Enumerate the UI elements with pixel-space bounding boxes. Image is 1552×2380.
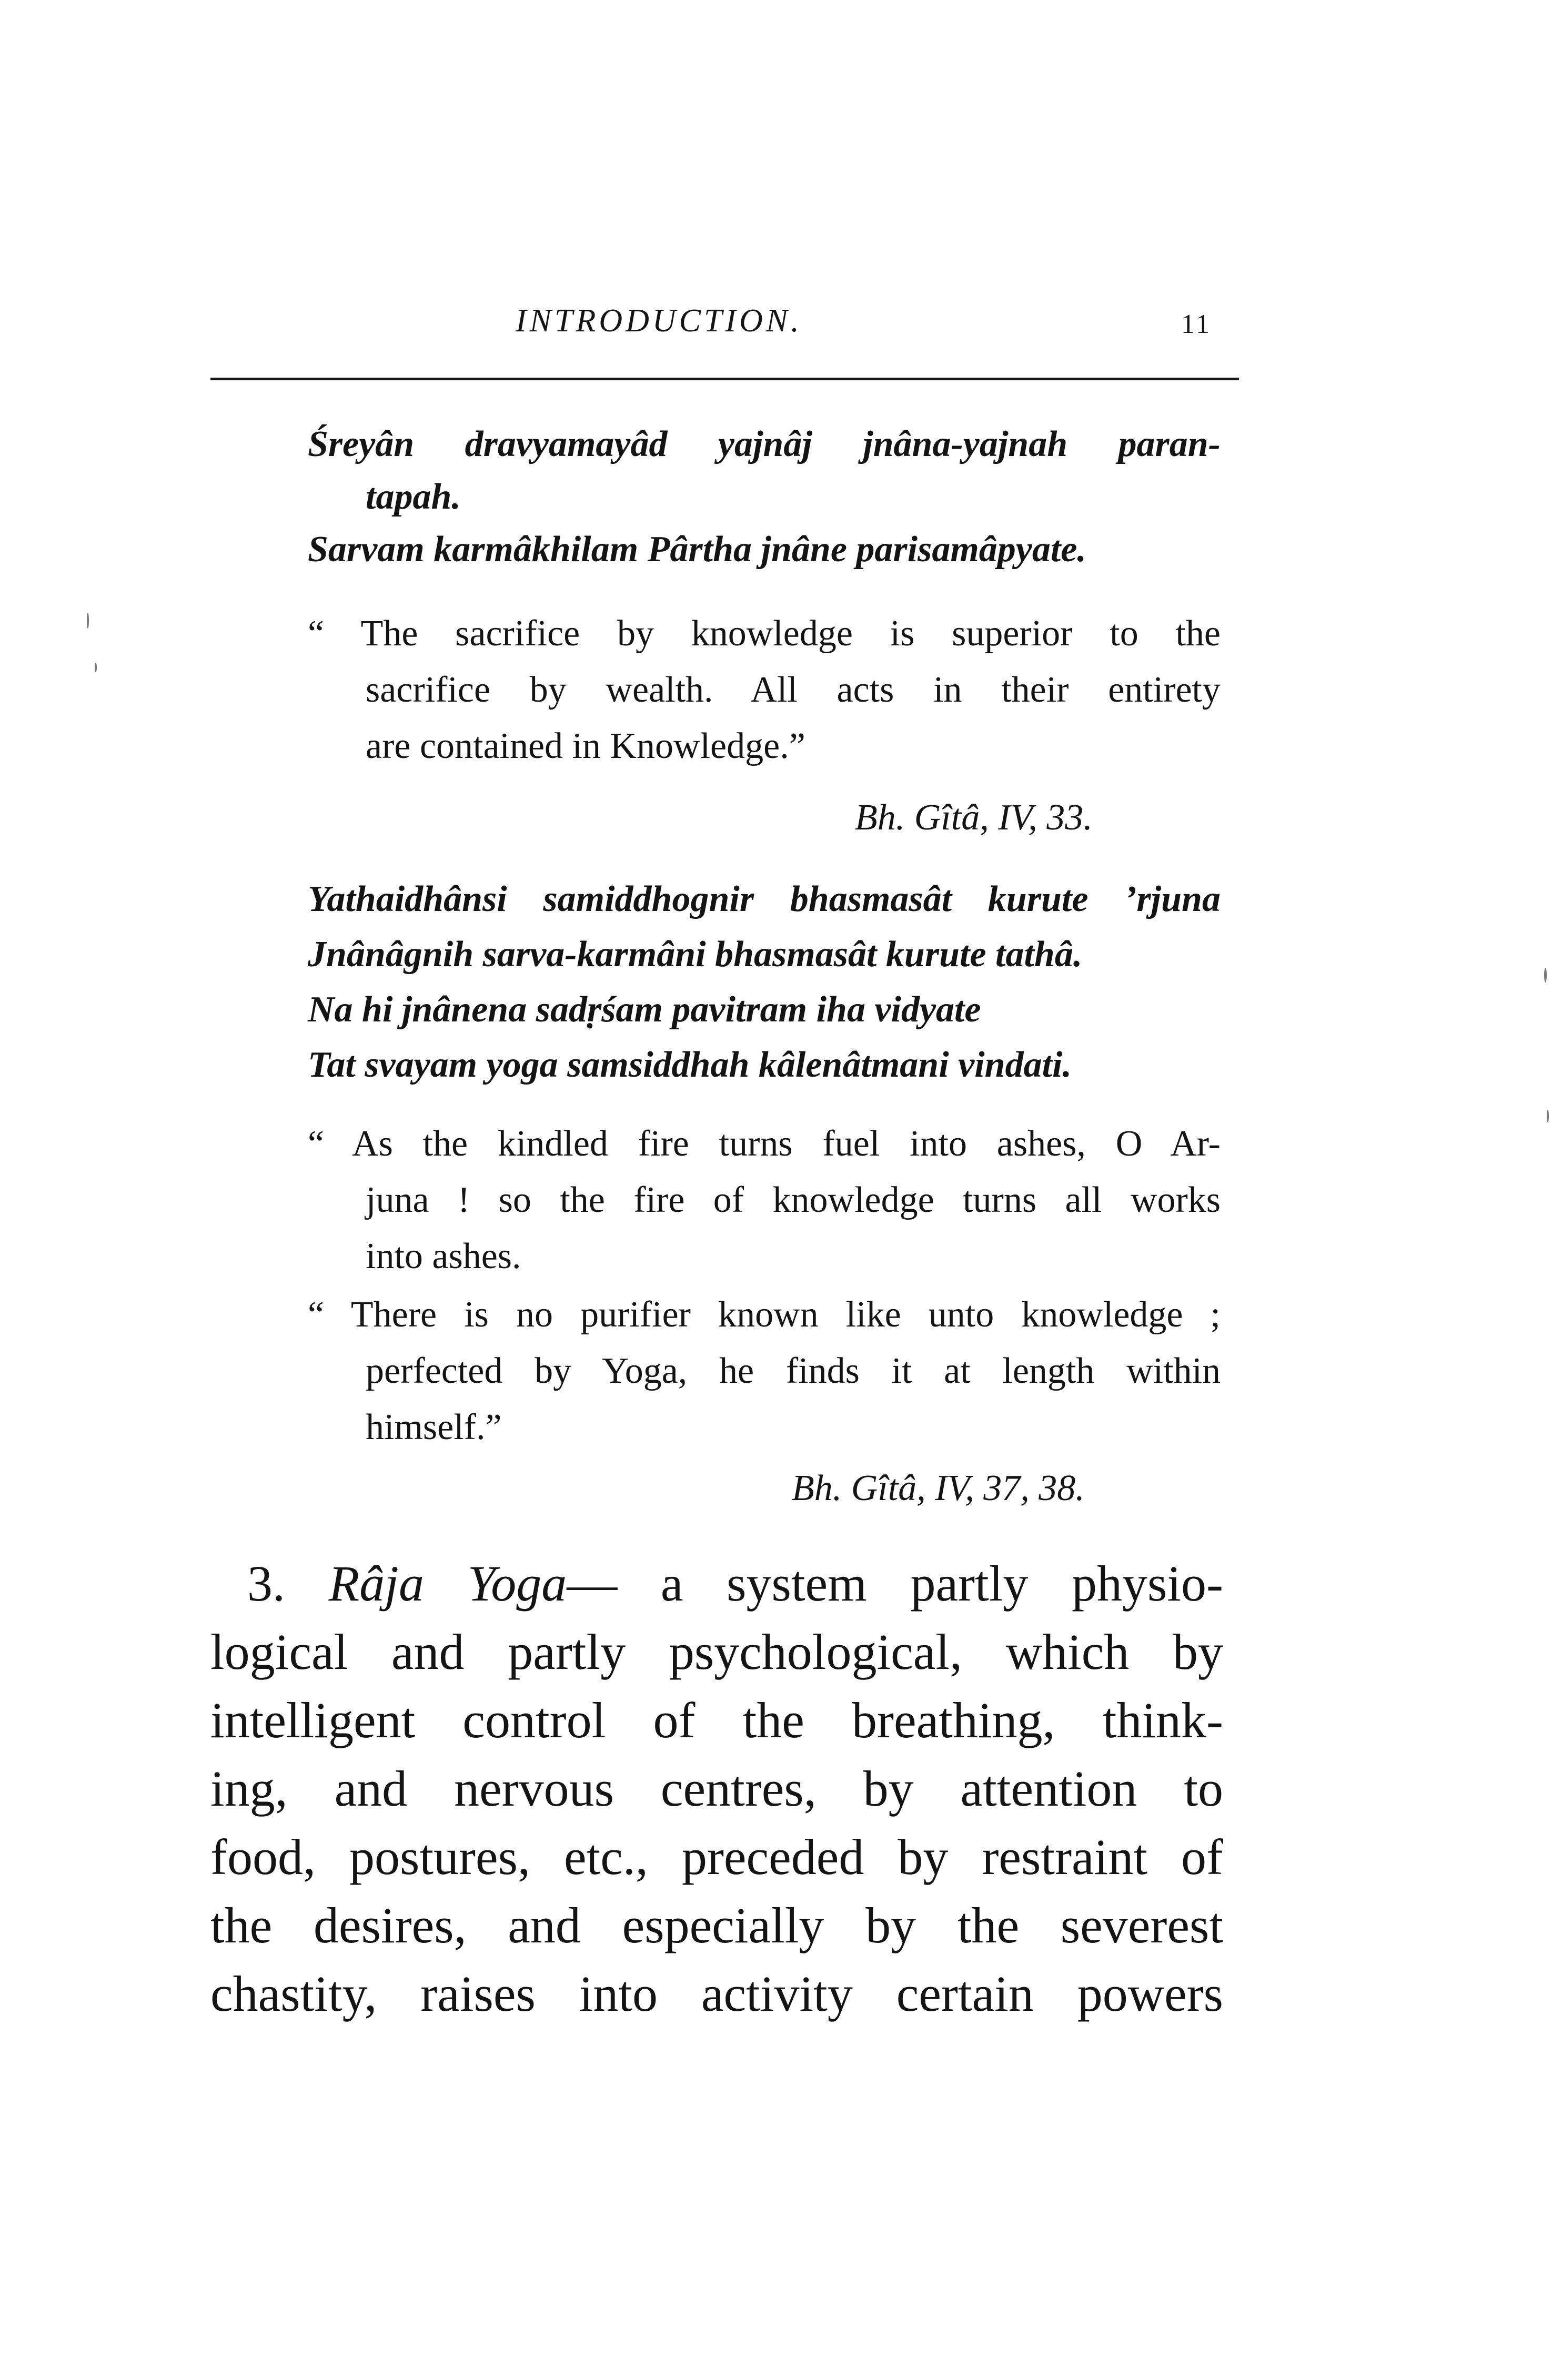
translation-line: into ashes. [366, 1236, 521, 1277]
translation-line: juna ! so the fire of knowledge turns all works [366, 1180, 1221, 1220]
scan-speck [1544, 968, 1547, 983]
section-3-first-line [247, 1554, 1223, 1613]
verse-line: Tat svayam yoga samsiddhah kâlenâtmani vindati. [308, 1045, 1072, 1085]
section-number: 3. [247, 1555, 285, 1612]
body-line: ing, and nervous centres, by attention to [210, 1760, 1223, 1817]
body-line: food, postures, etc., preceded by restraint of [210, 1829, 1223, 1885]
section-first-line-rest: — a system partly physio- [567, 1555, 1224, 1612]
translation-line: “ The sacrifice by knowledge is superior to the [308, 613, 1221, 654]
translation-line: sacrifice by wealth. All acts in their entirety [366, 670, 1221, 710]
section-term: Râja Yoga [328, 1555, 567, 1612]
verse-line: Sarvam karmâkhilam Pârtha jnâne parisamâpyate. [308, 529, 1086, 570]
verse-line: Śreyân dravyamayâd yajnâj jnâna-yajnah paran- [308, 424, 1221, 464]
body-line: intelligent control of the breathing, think- [210, 1692, 1223, 1748]
body-line: logical and partly psychological, which by [210, 1624, 1223, 1680]
scan-speck [95, 663, 97, 672]
translation-line: “ As the kindled fire turns fuel into ashes, O Ar- [308, 1123, 1221, 1164]
body-line: chastity, raises into activity certain powers [210, 1966, 1223, 2022]
translation-line: perfected by Yoga, he finds it at length within [366, 1351, 1221, 1391]
verse-line: Na hi jnânena sadṛśam pavitram iha vidyate [308, 989, 981, 1030]
citation: Bh. Gîtâ, IV, 37, 38. [792, 1468, 1085, 1508]
translation-line: are contained in Knowledge.” [366, 726, 805, 766]
citation: Bh. Gîtâ, IV, 33. [855, 797, 1093, 838]
running-head-title: INTRODUCTION. [516, 303, 802, 339]
translation-line: “ There is no purifier known like unto knowledge ; [308, 1294, 1221, 1335]
page-number: 11 [1181, 309, 1212, 339]
scan-speck [1547, 1110, 1549, 1122]
verse-line: tapah. [366, 477, 461, 517]
header-rule [210, 378, 1239, 380]
verse-line: Jnânâgnih sarva-karmâni bhasmasât kurute tathâ. [308, 934, 1083, 975]
translation-line: himself.” [366, 1407, 502, 1447]
scan-speck [87, 613, 89, 629]
verse-line: Yathaidhânsi samiddhognir bhasmasât kurute ’rjuna [308, 879, 1221, 919]
body-line: the desires, and especially by the severest [210, 1897, 1223, 1953]
